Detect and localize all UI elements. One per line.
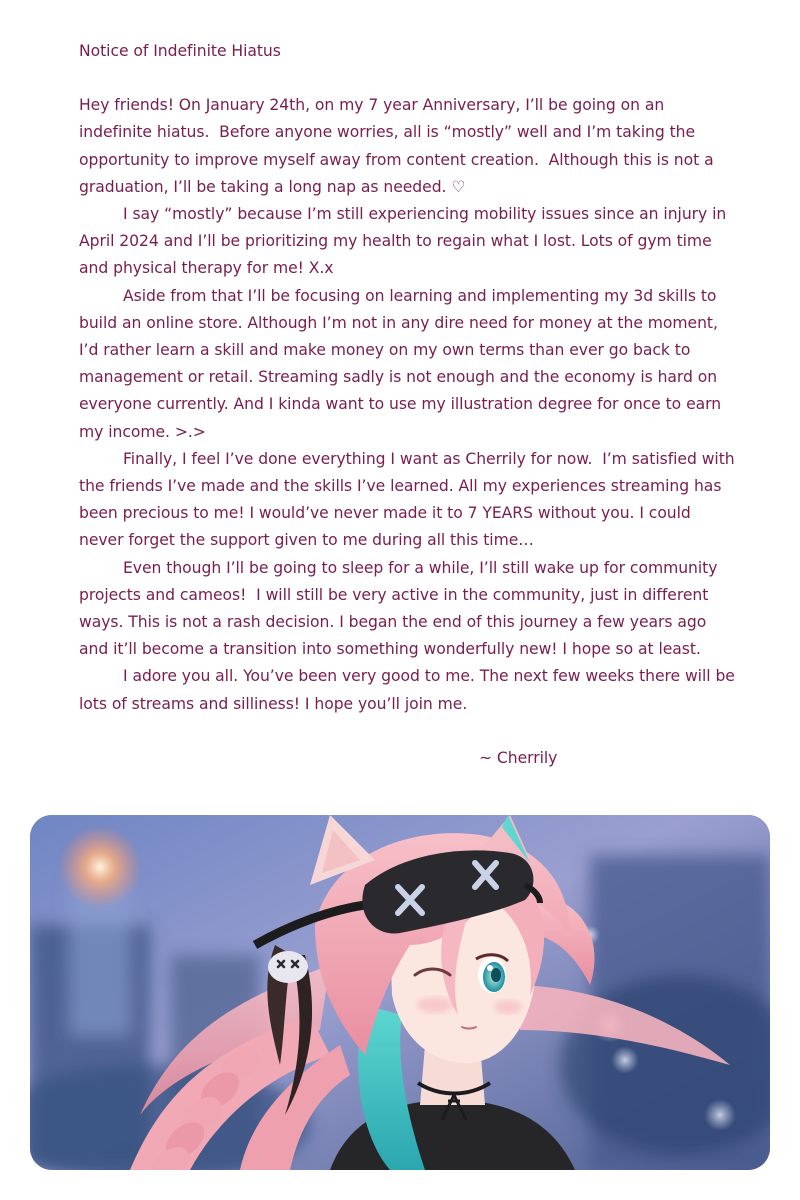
letter-paragraph-3: Aside from that I’ll be focusing on learning and implementing my 3d skills to build an online store. Although I’m not in any dire need for money at the moment, I’d rather learn a skill and make money on my own terms than ever go back to management or retail. Streaming sadly is not enough and the economy is hard on everyone currently. And I kinda want to use my illustration degree for once to earn my income. >.> xyxy=(79,286,726,441)
hair-clip xyxy=(268,951,308,983)
avatar-artwork xyxy=(30,815,770,1170)
letter-title: Notice of Indefinite Hiatus xyxy=(79,42,281,60)
bokeh-light xyxy=(704,1099,736,1131)
letter-paragraph-2: I say “mostly” because I’m still experiencing mobility issues since an injury in April 2024 and I’ll be prioritizing my health to regain what I lost. Lots of gym time and physical therapy for me! X.x xyxy=(79,205,732,278)
letter-paragraph-5: Even though I’ll be going to sleep for a while, I’ll still wake up for community projects and cameos! I will still be very active in the community, just in different ways. This is not a rash decision. I began the end of this journey a few years ago and it’ll become a transition into something wonderfully new! I hope so at least. xyxy=(79,558,723,659)
signature: ~ Cherrily xyxy=(479,748,558,767)
letter-paragraph-6: I adore you all. You’ve been very good to me. The next few weeks there will be lots of streams and silliness! I hope you’ll join me. xyxy=(79,667,740,713)
bokeh-light xyxy=(611,1046,639,1074)
blush xyxy=(417,997,453,1013)
letter xyxy=(79,38,739,772)
avatar-illustration xyxy=(30,815,770,1170)
letter-paragraph-4: Finally, I feel I’ve done everything I want as Cherrily for now. I’m satisfied with the friends I’ve made and the skills I’ve learned. All my experiences streaming has been precious to me! I would’ve never made it to 7 YEARS without you. I could never forget the support given to me during all this time… xyxy=(79,449,740,550)
lens-flare xyxy=(58,825,142,909)
letter-paragraph-1: Hey friends! On January 24th, on my 7 year Anniversary, I’ll be going on an indefinite hiatus. Before anyone worries, all is “mostly” well and I’m taking the opportunity to improve myself away from content creation. Although this is not a graduation, I’ll be taking a long nap as needed. ♡ xyxy=(79,96,719,196)
blush xyxy=(494,1000,522,1014)
